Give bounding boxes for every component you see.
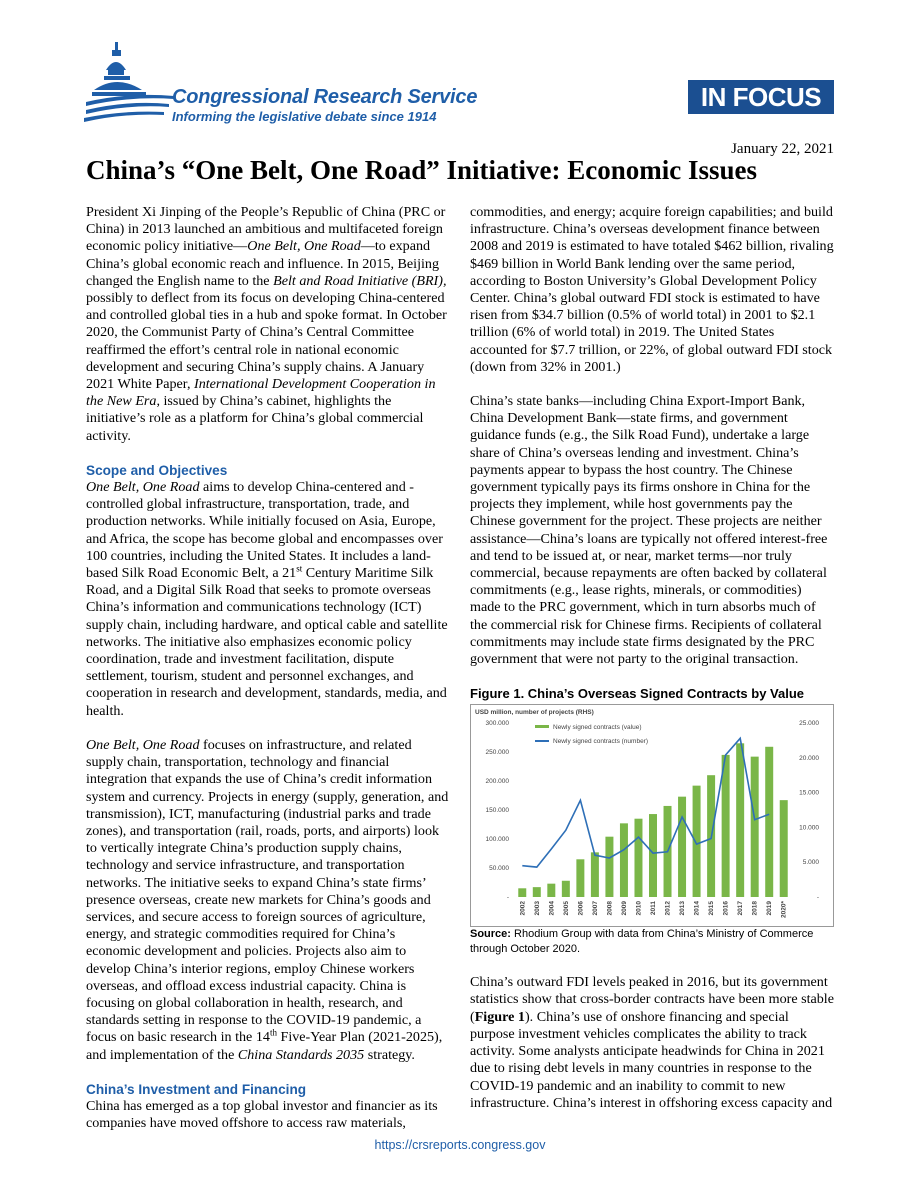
fdi-paragraph — [470, 974, 834, 1112]
bar — [620, 824, 628, 898]
text-run: One Belt, One Road — [86, 479, 200, 496]
text-run: st — [296, 563, 303, 574]
x-tick-label: 2015 — [708, 901, 716, 916]
left-column — [86, 204, 450, 1132]
right-tick-label: 20.000 — [799, 755, 819, 763]
source-text: Rhodium Group with data from China’s Ministry of Commerce through October 2020. — [470, 928, 814, 956]
bar — [693, 786, 701, 897]
x-tick-label: 2010 — [635, 901, 643, 916]
heading-scope: Scope and Objectives — [86, 462, 228, 478]
report-date: January 22, 2021 — [731, 141, 834, 157]
y-axis-label: USD million, number of projects (RHS) — [475, 709, 594, 717]
x-tick-label: 2008 — [606, 901, 614, 916]
x-tick-label: 2009 — [620, 901, 628, 916]
right-tick-label: 25.000 — [799, 720, 819, 728]
x-tick-label: 2016 — [722, 901, 730, 916]
bar — [765, 747, 773, 897]
right-tick-label: 10.000 — [799, 824, 819, 832]
text-run: , issued by China’s cabinet, highlights the initiative’s role as a platform for China’s global commercial activity. — [86, 393, 424, 444]
left-tick-label: 150.000 — [485, 807, 509, 815]
right-tick-label: - — [816, 894, 819, 902]
text-run: Five-Year Plan (2021-2025), and implementation of the — [86, 1029, 443, 1063]
text-run: commodities, and energy; acquire foreign capabilities; and build infrastructure. China’s overseas development finance between 2008 and 2019 is estimated to have totaled $462 billion, rivaling $469 billion in World Bank lending over the same period, according to Boston University’s Global Development Policy Center. China’s global outward FDI stock is estimated to have risen from $34.7 billion (0.5% of world total) in 2001 to $2.1 trillion (6% of world total) in 2019. The United States accounted for $7.7 trillion, or 22%, of global outward FDI stock (down from 32% in 2001.) — [470, 204, 834, 375]
contracts-chart-svg — [471, 705, 833, 926]
text-run: —to expand China’s global economic reach and influence. In 2015, Beijing changed the English name to the — [86, 238, 440, 289]
right-tick-label: 15.000 — [799, 789, 819, 797]
x-tick-label: 2004 — [548, 901, 556, 916]
text-run: th — [269, 1027, 277, 1038]
bar — [605, 837, 613, 897]
footer-url[interactable]: https://crsreports.congress.gov — [374, 1138, 546, 1152]
bar — [547, 884, 555, 897]
text-run: International Development Cooperation in the New Era — [86, 376, 436, 410]
right-column — [470, 204, 834, 1112]
bar — [751, 757, 759, 897]
state-banks-paragraph — [470, 393, 834, 668]
x-tick-label: 2002 — [519, 901, 527, 916]
org-tagline: Informing the legislative debate since 1914 — [172, 109, 437, 124]
bar — [634, 819, 642, 897]
legend-label-value: Newly signed contracts (value) — [553, 724, 642, 732]
x-tick-label: 2013 — [679, 901, 687, 916]
text-run: strategy. — [364, 1046, 415, 1063]
bar — [576, 860, 584, 898]
text-run: China has emerged as a top global investor and financier as its companies have moved offshore to access raw materials, — [86, 1097, 438, 1132]
text-run: China Standards 2035 — [237, 1046, 365, 1063]
x-tick-label: 2003 — [533, 901, 541, 916]
finance-paragraph — [470, 204, 834, 376]
x-tick-label: 2020* — [780, 901, 788, 919]
x-tick-label: 2011 — [650, 901, 657, 916]
figure-caption: Figure 1. China’s Overseas Signed Contracts by Value — [470, 686, 805, 702]
text-run: One Belt, One Road — [86, 736, 200, 753]
left-tick-label: - — [506, 894, 509, 902]
intro-paragraph — [86, 204, 450, 445]
legend-swatch-value — [535, 725, 549, 728]
text-run: One Belt, One Road — [247, 238, 361, 255]
x-tick-label: 2017 — [737, 901, 745, 916]
text-run: China’s outward FDI levels peaked in 2016, but its government statistics show that cross-border contracts have been more stable ( — [470, 974, 834, 1025]
text-run: Figure 1 — [474, 1008, 525, 1025]
bar — [533, 887, 541, 897]
bar — [591, 853, 599, 898]
bar — [562, 881, 570, 897]
bar — [518, 889, 526, 898]
text-run: ). China’s use of onshore financing and special purpose investment vehicles complicates the ability to track activity. Some analysts anticipate headwinds for China in 2021 due to rising debt levels in many countries in response to the COVID-19 pandemic and an inability to commit to new infrastructure. China’s interest in offshoring excess capacity and — [470, 1008, 833, 1111]
left-tick-label: 100.000 — [485, 836, 509, 844]
investment-paragraph — [86, 1098, 450, 1132]
source-label: Source: — [470, 928, 511, 941]
text-run: focuses on infrastructure, and related supply chain, transportation, technology and financial integration that expands the use of China’s credit information system and currency. Projects in energy (supply, generation, and transmission), ICT, manufacturing (industrial parks and trade zones), and transportation (rail, roads, ports, and airports) look to vertically integrate China’s production supply chains, technology and service infrastructure, and transportation networks. The initiative seeks to expand China’s state firms’ presence overseas, create new markets for China’s goods and services, and secure access to foreign sources of agriculture, energy, and strategic commodities required for China’s economic development and policies. Projects also aim to develop China’s interior regions, employ Chinese workers overseas, and offload excess industrial capacity. China is focusing on global collaboration in health, research, and standards setting in response to the COVID-19 pandemic, a focus on basic research in the 14 — [86, 736, 449, 1046]
bar — [649, 814, 657, 897]
heading-investment: China’s Investment and Financing — [86, 1081, 307, 1097]
text-run: President Xi Jinping of the People’s Republic of China (PRC or China) in 2013 launched an ambitious and multifaceted foreign economic policy initiative— — [86, 204, 446, 255]
right-tick-label: 5.000 — [802, 859, 819, 867]
x-tick-label: 2005 — [562, 901, 570, 916]
figure-1-chart — [470, 704, 834, 927]
x-tick-label: 2012 — [664, 901, 672, 916]
focus-paragraph — [86, 737, 450, 1064]
left-tick-label: 200.000 — [485, 778, 509, 786]
text-run: aims to develop China-centered and -controlled global infrastructure, transportation, trade, and production networks. While initially focused on Asia, Europe, and Africa, the scope has become global and encompasses over 100 countries, including the United States. It includes a land-based Silk Road Economic Belt, a 21 — [86, 479, 443, 582]
legend-swatch-number — [535, 740, 549, 742]
left-tick-label: 250.000 — [485, 749, 509, 757]
x-tick-label: 2014 — [693, 901, 701, 916]
in-focus-badge: IN FOCUS — [688, 80, 834, 114]
series-line — [522, 739, 769, 868]
bar — [722, 755, 730, 897]
text-run: China’s state banks—including China Export-Import Bank, China Development Bank—state firms, and government guidance funds (e.g., the Silk Road Fund), undertake a large share of China’s overseas lending and investment. China’s payments appear to bypass the host country. The Chinese government typically pays its firms onshore in China for the projects they implement, while host governments pay the Chinese government for the project. These projects are neither assistance—China’s loans are typically not offered interest-free and tend to be issued at, or near, market terms—nor truly commercial, because repayments are often backed by collateral commitments (e.g., lease rights, minerals, or commodities) made to the PRC government, which in turn absorbs much of the commercial risk for Chinese firms. Recipients of collateral commitments may include state firms designated by the PRC government that were not party to the original transaction. — [470, 393, 828, 668]
x-tick-label: 2018 — [751, 901, 759, 916]
x-tick-label: 2007 — [591, 901, 599, 916]
x-tick-label: 2019 — [766, 901, 774, 916]
org-name: Congressional Research Service — [172, 86, 478, 108]
text-run: possibly to deflect from its focus on developing China-centered and controlled global ties in a hub and spoke format. In October 2020, the Communist Party of China’s Central Committee reaffirmed the effort’s central role in national economic development and securing China’s supply chains. A January 2021 White Paper, — [86, 290, 447, 393]
bar — [678, 797, 686, 897]
bar — [736, 744, 744, 898]
bar — [780, 800, 788, 897]
legend-label-number: Newly signed contracts (number) — [553, 738, 649, 746]
left-tick-label: 50.000 — [489, 865, 509, 873]
figure-source — [470, 927, 834, 957]
x-tick-label: 2006 — [577, 901, 585, 916]
left-tick-label: 300.000 — [485, 720, 509, 728]
scope-paragraph — [86, 479, 450, 720]
text-run: Belt and Road Initiative (BRI), — [273, 272, 447, 289]
page-title: China’s “One Belt, One Road” Initiative: Economic Issues — [86, 155, 758, 185]
text-run: Century Maritime Silk Road, and a Digital Silk Road that seeks to promote overseas China’s information and communications technology (ICT) supply chain, including hardware, and optical cable and satellite networks. The initiative also emphasizes economic policy coordination, trade and investment facilitation, dispute settlement, tourism, student and personnel exchanges, and cooperation in research and development, standards, media, and health. — [86, 565, 448, 719]
